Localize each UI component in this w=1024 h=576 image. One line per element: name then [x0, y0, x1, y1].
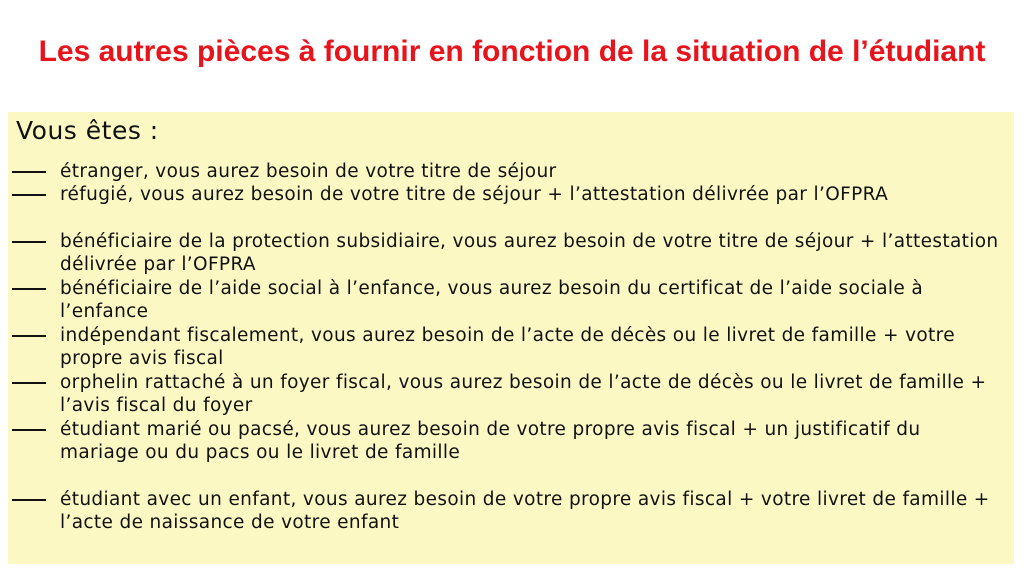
list-item	[12, 277, 1002, 324]
list-item	[12, 418, 1002, 488]
list-item	[12, 371, 1002, 418]
list-item-text: étranger, vous aurez besoin de votre titre de séjour	[60, 161, 557, 182]
list-item-text: bénéficiaire de l’aide social à l’enfance, vous aurez besoin du certificat de l’aide sociale à l’enfance	[60, 278, 924, 323]
dash-bullet	[12, 335, 46, 337]
dash-bullet	[12, 382, 46, 384]
dash-bullet	[12, 241, 46, 243]
list-heading: Vous êtes :	[16, 116, 159, 145]
list-item	[12, 488, 1002, 558]
list-item-text: étudiant marié ou pacsé, vous aurez besoin de votre propre avis fiscal + un justificatif du mariage ou du pacs ou le livret de famille	[60, 419, 921, 464]
list-item-text: indépendant fiscalement, vous aurez besoin de l’acte de décès ou le livret de famille + votre propre avis fiscal	[60, 325, 955, 370]
list-item-text: réfugié, vous aurez besoin de votre titre de séjour + l’attestation délivrée par l’OFPRA	[60, 184, 889, 205]
list-item	[12, 183, 1002, 230]
list-item-text: étudiant avec un enfant, vous aurez besoin de votre propre avis fiscal + votre livret de famille + l’acte de naissance de votre enfant	[60, 489, 990, 534]
dash-bullet	[12, 288, 46, 290]
dash-bullet	[12, 499, 46, 501]
situation-list	[12, 160, 1002, 558]
list-item	[12, 230, 1002, 277]
list-item	[12, 160, 1002, 183]
list-item	[12, 324, 1002, 371]
dash-bullet	[12, 194, 46, 196]
dash-bullet	[12, 429, 46, 431]
slide-title: Les autres pièces à fournir en fonction de la situation de l’étudiant	[38, 35, 986, 68]
list-item-text: orphelin rattaché à un foyer fiscal, vous aurez besoin de l’acte de décès ou le livret de famille + l’avis fiscal du foyer	[60, 372, 987, 417]
dash-bullet	[12, 171, 46, 173]
list-item-text: bénéficiaire de la protection subsidiaire, vous aurez besoin de votre titre de séjour + l’attestation délivrée par l’OFPRA	[60, 231, 999, 276]
